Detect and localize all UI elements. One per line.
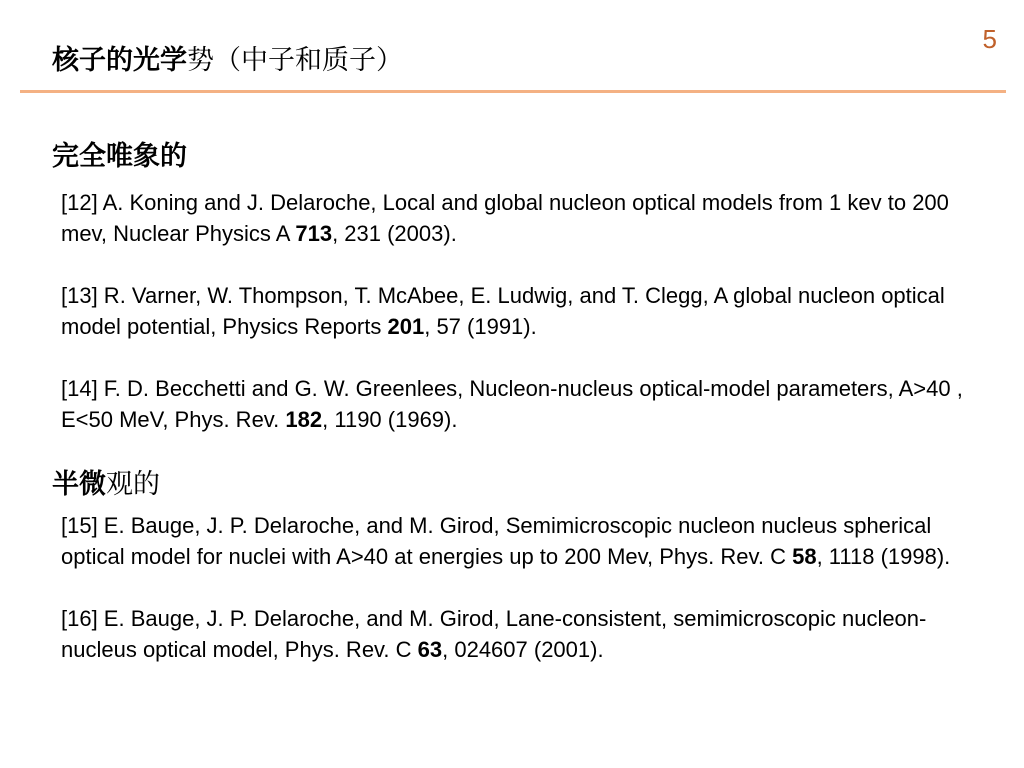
title-bold-part: 核子的光学 [52, 45, 187, 75]
reference-text: [13] R. Varner, W. Thompson, T. McAbee, E. Ludwig, and T. Clegg, A global nucleon optical model potential, Physics Reports [61, 283, 945, 339]
reference-pages-year: , 1118 (1998). [816, 544, 951, 569]
section-heading-rest: 观的 [106, 469, 160, 499]
title-divider [20, 90, 1006, 93]
section-heading-semimicroscopic [52, 462, 160, 501]
reference-14 [61, 373, 971, 435]
reference-text: [12] A. Koning and J. Delaroche, Local and global nucleon optical models from 1 kev to 200 mev, Nuclear Physics A [61, 190, 949, 246]
reference-pages-year: , 57 (1991). [424, 314, 537, 339]
reference-volume: 182 [285, 407, 323, 432]
section-heading-phenomenological [52, 134, 187, 173]
reference-text: [16] E. Bauge, J. P. Delaroche, and M. Girod, Lane-consistent, semimicroscopic nucleon-nucleus optical model, Phys. Rev. C [61, 606, 927, 662]
reference-12 [61, 187, 971, 249]
reference-text: [14] F. D. Becchetti and G. W. Greenlees, Nucleon-nucleus optical-model parameters, A>40 , E<50 MeV, Phys. Rev. [61, 376, 963, 432]
reference-pages-year: , 024607 (2001). [442, 637, 604, 662]
reference-16 [61, 603, 971, 665]
reference-list-semimicroscopic [61, 510, 971, 665]
title-rest: 势（中子和质子） [187, 45, 403, 75]
reference-volume: 58 [792, 544, 817, 569]
reference-text: [15] E. Bauge, J. P. Delaroche, and M. Girod, Semimicroscopic nucleon nucleus spherical optical model for nuclei with A>40 at energies up to 200 Mev, Phys. Rev. C [61, 513, 932, 569]
reference-pages-year: , 1190 (1969). [322, 407, 458, 432]
section-heading-bold: 半微 [52, 469, 106, 499]
slide-title [52, 38, 403, 77]
reference-volume: 201 [387, 314, 425, 339]
page-number: 5 [982, 24, 997, 54]
reference-13 [61, 280, 971, 342]
section-heading-bold: 完全唯象的 [52, 141, 187, 171]
reference-list-phenomenological [61, 187, 971, 435]
reference-15 [61, 510, 971, 572]
reference-pages-year: , 231 (2003). [332, 221, 457, 246]
reference-volume: 713 [295, 221, 333, 246]
reference-volume: 63 [417, 637, 443, 662]
